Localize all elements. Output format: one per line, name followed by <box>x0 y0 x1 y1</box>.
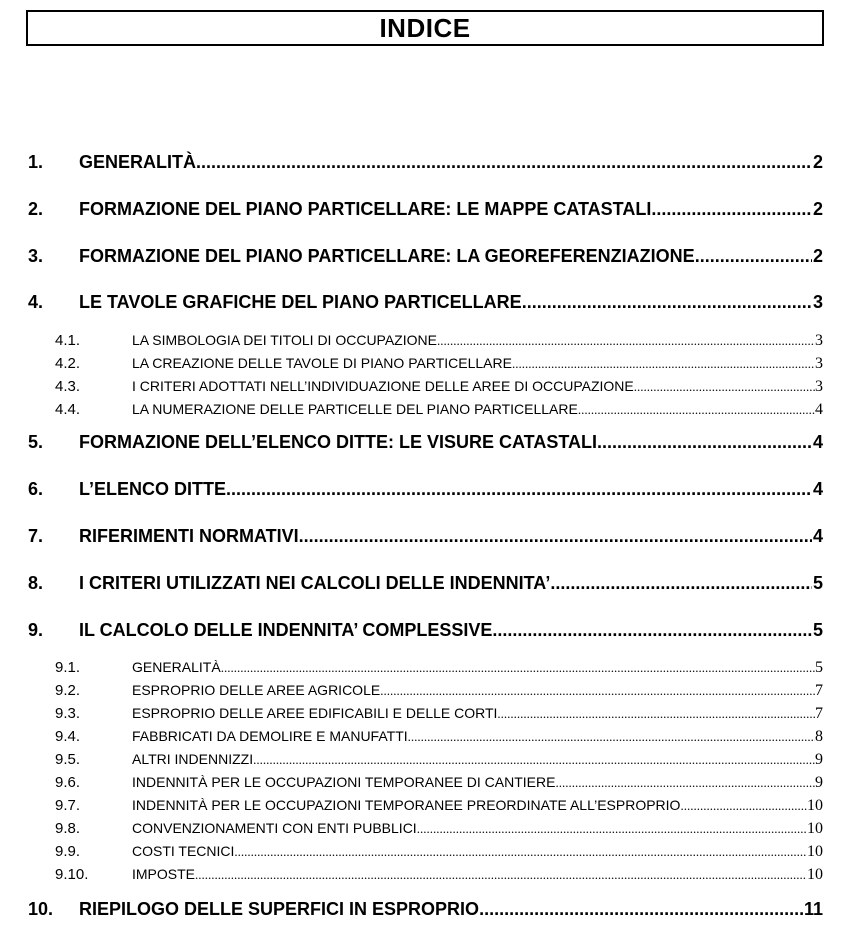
toc-entry-label: ESPROPRIO DELLE AREE EDIFICABILI E DELLE CORTI <box>132 705 498 721</box>
dot-leader <box>680 798 807 814</box>
toc-entry-number: 4.1. <box>55 332 81 349</box>
toc-entry-page: 10 <box>807 866 823 883</box>
dot-leader <box>221 660 815 676</box>
toc-entry-page: 10 <box>807 797 823 814</box>
dot-leader <box>550 573 812 594</box>
toc-entry-label: IL CALCOLO DELLE INDENNITA’ COMPLESSIVE <box>79 620 493 640</box>
toc-subentry[interactable] <box>28 682 823 700</box>
toc-entry-number: 9.8. <box>55 820 81 837</box>
toc-entry-number: 5. <box>28 432 44 452</box>
toc-entry-label: IMPOSTE <box>132 866 196 882</box>
toc-entry-label: INDENNITÀ PER LE OCCUPAZIONI TEMPORANEE PREORDINATE ALL’ESPROPRIO <box>132 797 681 813</box>
toc-subentry[interactable] <box>28 728 823 746</box>
toc-entry-label: ESPROPRIO DELLE AREE AGRICOLE <box>132 682 381 698</box>
toc-entry-page: 5 <box>815 659 823 676</box>
toc-entry-page: 4 <box>812 432 823 452</box>
toc-subentry[interactable] <box>28 797 823 815</box>
toc-entry-label: L’ELENCO DITTE <box>79 479 227 499</box>
toc-subentry[interactable] <box>28 774 823 792</box>
toc-entry-number: 7. <box>28 526 44 546</box>
toc-entry-page: 3 <box>815 332 823 349</box>
toc-entry-page: 4 <box>815 401 823 418</box>
title-box <box>26 10 824 46</box>
toc-entry[interactable] <box>28 152 823 173</box>
toc-entry-number: 9. <box>28 620 44 640</box>
toc-entry[interactable] <box>28 432 823 453</box>
toc-entry-number: 4.2. <box>55 355 81 372</box>
toc-entry-page: 2 <box>812 246 823 266</box>
dot-leader <box>695 246 812 267</box>
toc-entry-page: 7 <box>815 705 823 722</box>
dot-leader <box>492 620 812 641</box>
toc-entry-label: ALTRI INDENNIZZI <box>132 751 254 767</box>
toc-entry-number: 4. <box>28 292 44 312</box>
dot-leader <box>417 821 807 837</box>
toc-entry-label: GENERALITÀ <box>79 152 196 172</box>
toc-subentry[interactable] <box>28 866 823 884</box>
dot-leader <box>578 402 815 418</box>
toc-subentry[interactable] <box>28 751 823 769</box>
toc-entry-label: LA NUMERAZIONE DELLE PARTICELLE DEL PIANO PARTICELLARE <box>132 401 578 417</box>
dot-leader <box>408 729 815 745</box>
toc-entry-number: 1. <box>28 152 44 172</box>
toc-entry[interactable] <box>28 526 823 547</box>
toc-entry-page: 3 <box>815 355 823 372</box>
toc-subentry[interactable] <box>28 705 823 723</box>
dot-leader <box>195 867 807 883</box>
toc-entry-page: 11 <box>803 899 823 919</box>
toc-entry[interactable] <box>28 199 823 220</box>
dot-leader <box>299 526 812 547</box>
toc-entry-number: 9.7. <box>55 797 81 814</box>
toc-entry-page: 5 <box>812 573 823 593</box>
toc-entry-number: 9.4. <box>55 728 81 745</box>
toc-entry-page: 7 <box>815 682 823 699</box>
dot-leader <box>226 479 812 500</box>
toc-entry-number: 9.5. <box>55 751 81 768</box>
toc-entry-page: 2 <box>812 152 823 172</box>
dot-leader <box>522 292 812 313</box>
dot-leader <box>437 333 815 349</box>
dot-leader <box>196 152 812 173</box>
toc-entry-label: LA CREAZIONE DELLE TAVOLE DI PIANO PARTICELLARE <box>132 355 512 371</box>
toc-entry-page: 5 <box>812 620 823 640</box>
toc-entry-page: 3 <box>812 292 823 312</box>
toc-entry-number: 3. <box>28 246 44 266</box>
toc-entry-page: 3 <box>815 378 823 395</box>
dot-leader <box>634 379 815 395</box>
toc-entry-page: 10 <box>807 820 823 837</box>
toc-entry-page: 2 <box>812 199 823 219</box>
toc-entry-label: COSTI TECNICI <box>132 843 235 859</box>
dot-leader <box>651 199 812 220</box>
toc-entry-label: CONVENZIONAMENTI CON ENTI PUBBLICI <box>132 820 417 836</box>
toc-entry-label: LE TAVOLE GRAFICHE DEL PIANO PARTICELLARE <box>79 292 522 312</box>
toc-entry-number: 8. <box>28 573 44 593</box>
toc-entry-label: LA SIMBOLOGIA DEI TITOLI DI OCCUPAZIONE <box>132 332 437 348</box>
toc-entry-label: FABBRICATI DA DEMOLIRE E MANUFATTI <box>132 728 408 744</box>
page-title: INDICE <box>379 12 471 43</box>
dot-leader <box>555 775 815 791</box>
toc-subentry[interactable] <box>28 355 823 373</box>
toc-entry[interactable] <box>28 573 823 594</box>
toc-entry-number: 4.3. <box>55 378 81 395</box>
toc-entry-page: 4 <box>812 526 823 546</box>
toc-entry-number: 9.10. <box>55 866 89 883</box>
toc-subentry[interactable] <box>28 378 823 396</box>
toc-entry-number: 9.3. <box>55 705 81 722</box>
dot-leader <box>380 683 815 699</box>
toc-entry[interactable] <box>28 899 823 920</box>
toc-entry-label: RIEPILOGO DELLE SUPERFICI IN ESPROPRIO <box>79 899 480 919</box>
toc-entry-number: 9.6. <box>55 774 81 791</box>
toc-entry-label: FORMAZIONE DEL PIANO PARTICELLARE: LA GEOREFERENZIAZIONE <box>79 246 695 266</box>
toc-entry-label: RIFERIMENTI NORMATIVI <box>79 526 299 546</box>
toc-entry-number: 6. <box>28 479 44 499</box>
toc-entry-number: 9.2. <box>55 682 81 699</box>
toc-subentry[interactable] <box>28 332 823 350</box>
toc-entry-number: 9.1. <box>55 659 81 676</box>
toc-entry-number: 9.9. <box>55 843 81 860</box>
toc-subentry[interactable] <box>28 659 823 677</box>
toc-entry-label: FORMAZIONE DELL’ELENCO DITTE: LE VISURE CATASTALI <box>79 432 597 452</box>
toc-subentry[interactable] <box>28 401 823 419</box>
toc-entry[interactable] <box>28 292 823 313</box>
toc-entry-label: INDENNITÀ PER LE OCCUPAZIONI TEMPORANEE DI CANTIERE <box>132 774 556 790</box>
toc-subentry[interactable] <box>28 843 823 861</box>
toc-entry[interactable] <box>28 246 823 267</box>
toc-entry-page: 4 <box>812 479 823 499</box>
dot-leader <box>479 899 803 920</box>
toc-entry-label: I CRITERI UTILIZZATI NEI CALCOLI DELLE INDENNITA’ <box>79 573 551 593</box>
dot-leader <box>512 356 815 372</box>
toc-entry-page: 8 <box>815 728 823 745</box>
toc-entry-page: 10 <box>807 843 823 860</box>
toc-entry[interactable] <box>28 479 823 500</box>
toc-subentry[interactable] <box>28 820 823 838</box>
toc-entry-number: 10. <box>28 899 54 919</box>
toc-entry-label: GENERALITÀ <box>132 659 221 675</box>
dot-leader <box>253 752 815 768</box>
dot-leader <box>597 432 812 453</box>
toc-entry-page: 9 <box>815 751 823 768</box>
dot-leader <box>497 706 815 722</box>
toc-entry-number: 4.4. <box>55 401 81 418</box>
toc-entry-label: I CRITERI ADOTTATI NELL’INDIVIDUAZIONE DELLE AREE DI OCCUPAZIONE <box>132 378 634 394</box>
toc-entry-number: 2. <box>28 199 44 219</box>
toc-entry[interactable] <box>28 620 823 641</box>
toc-entry-page: 9 <box>815 774 823 791</box>
toc-entry-label: FORMAZIONE DEL PIANO PARTICELLARE: LE MAPPE CATASTALI <box>79 199 652 219</box>
dot-leader <box>234 844 807 860</box>
